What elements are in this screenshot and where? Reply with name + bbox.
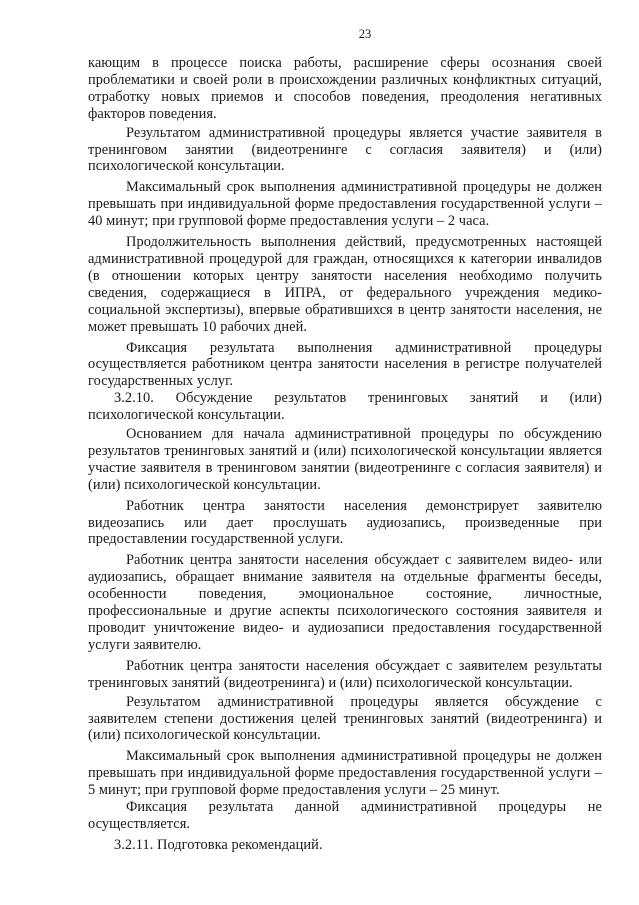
paragraph-disabled-duration: Продолжительность выполнения действий, предусмотренных настоящей административной процедурой для граждан, относящихся к категории инвалидов (в отношении которых центру занятости населения необходимо получить сведения, содержащиеся в ИПРА, от федерального учреждения медико-социальной экспертизы), впервые обратившихся в центр занятости населения, не может превышать 10 рабочих дней.	[88, 234, 602, 335]
section-heading-3-2-10: 3.2.10. Обсуждение результатов тренинговых занятий и (или) психологической консультации.	[88, 390, 602, 424]
page-number: 23	[358, 27, 372, 41]
paragraph-fixation: Фиксация результата выполнения административной процедуры осуществляется работником центра занятости населения в регистре получателей государственных услуг.	[88, 339, 602, 390]
paragraph-max-duration: Максимальный срок выполнения административной процедуры не должен превышать при индивидуальной форме предоставления государственной услуги – 40 минут; при групповой форме предоставления услуги – 2 часа.	[88, 179, 602, 230]
paragraph-discussion-results: Работник центра занятости населения обсуждает с заявителем результаты тренинговых занятий (видеотренинга) и (или) психологической консультации.	[88, 657, 602, 691]
paragraph-max-duration-2: Максимальный срок выполнения административной процедуры не должен превышать при индивидуальной форме предоставления государственной услуги – 5 минут; при групповой форме предоставления услуги – 25 минут.	[88, 748, 602, 799]
document-page	[88, 26, 602, 854]
paragraph-basis: Основанием для начала административной процедуры по обсуждению результатов тренинговых занятий и (или) психологической консультации является участие заявителя в тренинговом занятии (видеотренинге с согласия заявителя) и (или) психологической консультации.	[88, 426, 602, 493]
paragraph-result: Результатом административной процедуры является участие заявителя в тренинговом занятии (видеотренинге с согласия заявителя) и (или) психологической консультации.	[88, 124, 602, 175]
paragraph-no-fixation: Фиксация результата данной административной процедуры не осуществляется.	[88, 799, 602, 832]
section-heading-3-2-11: 3.2.11. Подготовка рекомендаций.	[114, 836, 323, 853]
paragraph-demonstration: Работник центра занятости населения демонстрирует заявителю видеозапись или дает прослушать аудиозапись, произведенные при предоставлении государственной услуги.	[88, 497, 602, 548]
paragraph-procedure-result: Результатом административной процедуры является обсуждение с заявителем степени достижения целей тренинговых занятий (видеотренинга) и (или) психологической консультации.	[88, 693, 602, 744]
paragraph-discussion-recording: Работник центра занятости населения обсуждает с заявителем видео- или аудиозапись, обращает внимание заявителя на отдельные фрагменты беседы, особенности поведения, эмоциональное состояние, личностные, профессиональные и другие аспекты психологического состояния заявителя и проводит уничтожение видео- и аудиозаписи предоставления государственной услуги заявителю.	[88, 552, 602, 653]
paragraph-continuation: кающим в процессе поиска работы, расширение сферы осознания своей проблематики и своей роли в происхождении различных конфликтных ситуаций, отработку новых приемов и способов поведения, преодоления негативных факторов поведения.	[88, 55, 602, 122]
